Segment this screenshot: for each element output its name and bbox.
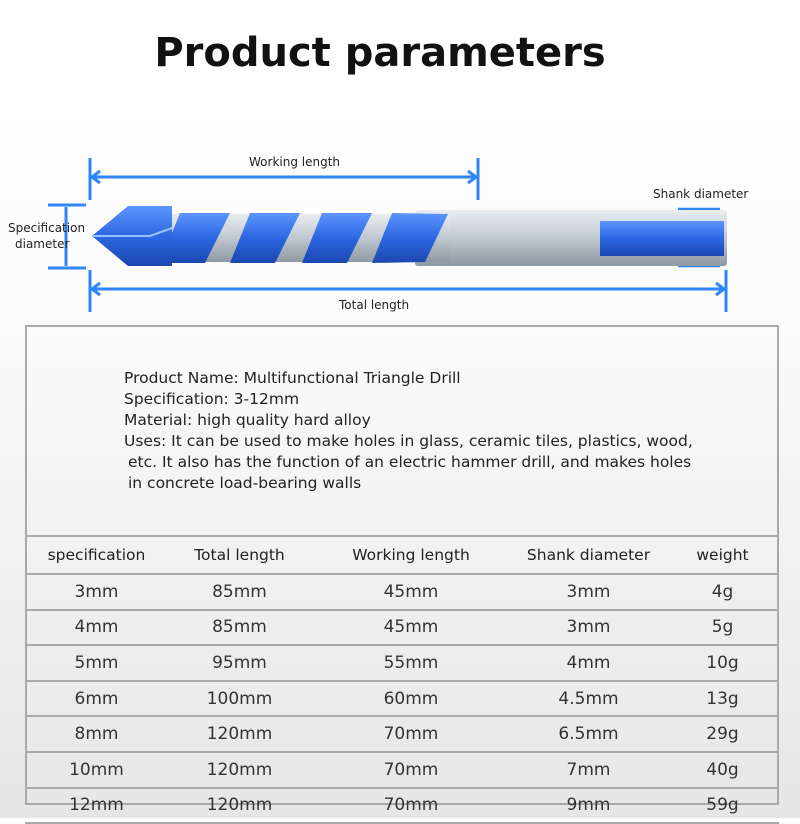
cell-working-length: 70mm bbox=[311, 716, 511, 752]
cell-shank-diameter: 3mm bbox=[511, 610, 666, 646]
spec-diameter-label-1: Specification bbox=[8, 221, 86, 235]
cell-total-length: 120mm bbox=[168, 716, 311, 752]
cell-shank-diameter: 4mm bbox=[511, 645, 666, 681]
table-row bbox=[25, 610, 779, 646]
cell-total-length: 85mm bbox=[168, 574, 311, 610]
drill-diagram bbox=[0, 0, 800, 330]
cell-total-length: 120mm bbox=[168, 788, 311, 824]
table-row bbox=[25, 752, 779, 788]
header-working-length: Working length bbox=[311, 536, 511, 574]
cell-weight: 59g bbox=[666, 788, 779, 824]
product-specification: Specification: 3-12mm bbox=[124, 390, 300, 408]
product-description bbox=[124, 368, 764, 494]
cell-weight: 10g bbox=[666, 645, 779, 681]
working-length-label: Working length bbox=[249, 155, 341, 169]
cell-specification: 10mm bbox=[25, 752, 168, 788]
header-weight: weight bbox=[666, 536, 779, 574]
cell-working-length: 45mm bbox=[311, 610, 511, 646]
cell-weight: 4g bbox=[666, 574, 779, 610]
header-specification: specification bbox=[25, 536, 168, 574]
page-title: Product parameters bbox=[154, 30, 606, 76]
cell-shank-diameter: 4.5mm bbox=[511, 681, 666, 717]
header-shank-diameter: Shank diameter bbox=[511, 536, 666, 574]
header-total-length: Total length bbox=[168, 536, 311, 574]
shank-flat bbox=[600, 221, 724, 256]
cell-shank-diameter: 9mm bbox=[511, 788, 666, 824]
product-uses-2: etc. It also has the function of an electric hammer drill, and makes holes bbox=[128, 453, 692, 471]
product-uses-1: Uses: It can be used to make holes in glass, ceramic tiles, plastics, wood, bbox=[124, 432, 693, 450]
spec-diameter-label-2: diameter bbox=[15, 237, 70, 251]
product-material: Material: high quality hard alloy bbox=[124, 411, 371, 429]
table-row bbox=[25, 716, 779, 752]
cell-working-length: 70mm bbox=[311, 788, 511, 824]
cell-specification: 8mm bbox=[25, 716, 168, 752]
total-length-label: Total length bbox=[339, 298, 410, 312]
table-row bbox=[25, 645, 779, 681]
cell-specification: 3mm bbox=[25, 574, 168, 610]
cell-weight: 29g bbox=[666, 716, 779, 752]
cell-specification: 4mm bbox=[25, 610, 168, 646]
cell-shank-diameter: 6.5mm bbox=[511, 716, 666, 752]
table-row bbox=[25, 574, 779, 610]
cell-working-length: 60mm bbox=[311, 681, 511, 717]
cell-weight: 40g bbox=[666, 752, 779, 788]
cell-total-length: 100mm bbox=[168, 681, 311, 717]
table-row bbox=[25, 681, 779, 717]
cell-weight: 5g bbox=[666, 610, 779, 646]
product-uses-3: in concrete load-bearing walls bbox=[128, 474, 362, 492]
cell-working-length: 70mm bbox=[311, 752, 511, 788]
table-header-row bbox=[25, 536, 779, 574]
cell-weight: 13g bbox=[666, 681, 779, 717]
cell-total-length: 120mm bbox=[168, 752, 311, 788]
cell-shank-diameter: 3mm bbox=[511, 574, 666, 610]
spec-table bbox=[25, 535, 779, 824]
cell-total-length: 85mm bbox=[168, 610, 311, 646]
product-name: Product Name: Multifunctional Triangle Drill bbox=[124, 369, 461, 387]
cell-specification: 5mm bbox=[25, 645, 168, 681]
cell-working-length: 45mm bbox=[311, 574, 511, 610]
shank-diameter-label: Shank diameter bbox=[653, 187, 749, 201]
cell-total-length: 95mm bbox=[168, 645, 311, 681]
cell-specification: 6mm bbox=[25, 681, 168, 717]
cell-specification: 12mm bbox=[25, 788, 168, 824]
cell-shank-diameter: 7mm bbox=[511, 752, 666, 788]
cell-working-length: 55mm bbox=[311, 645, 511, 681]
